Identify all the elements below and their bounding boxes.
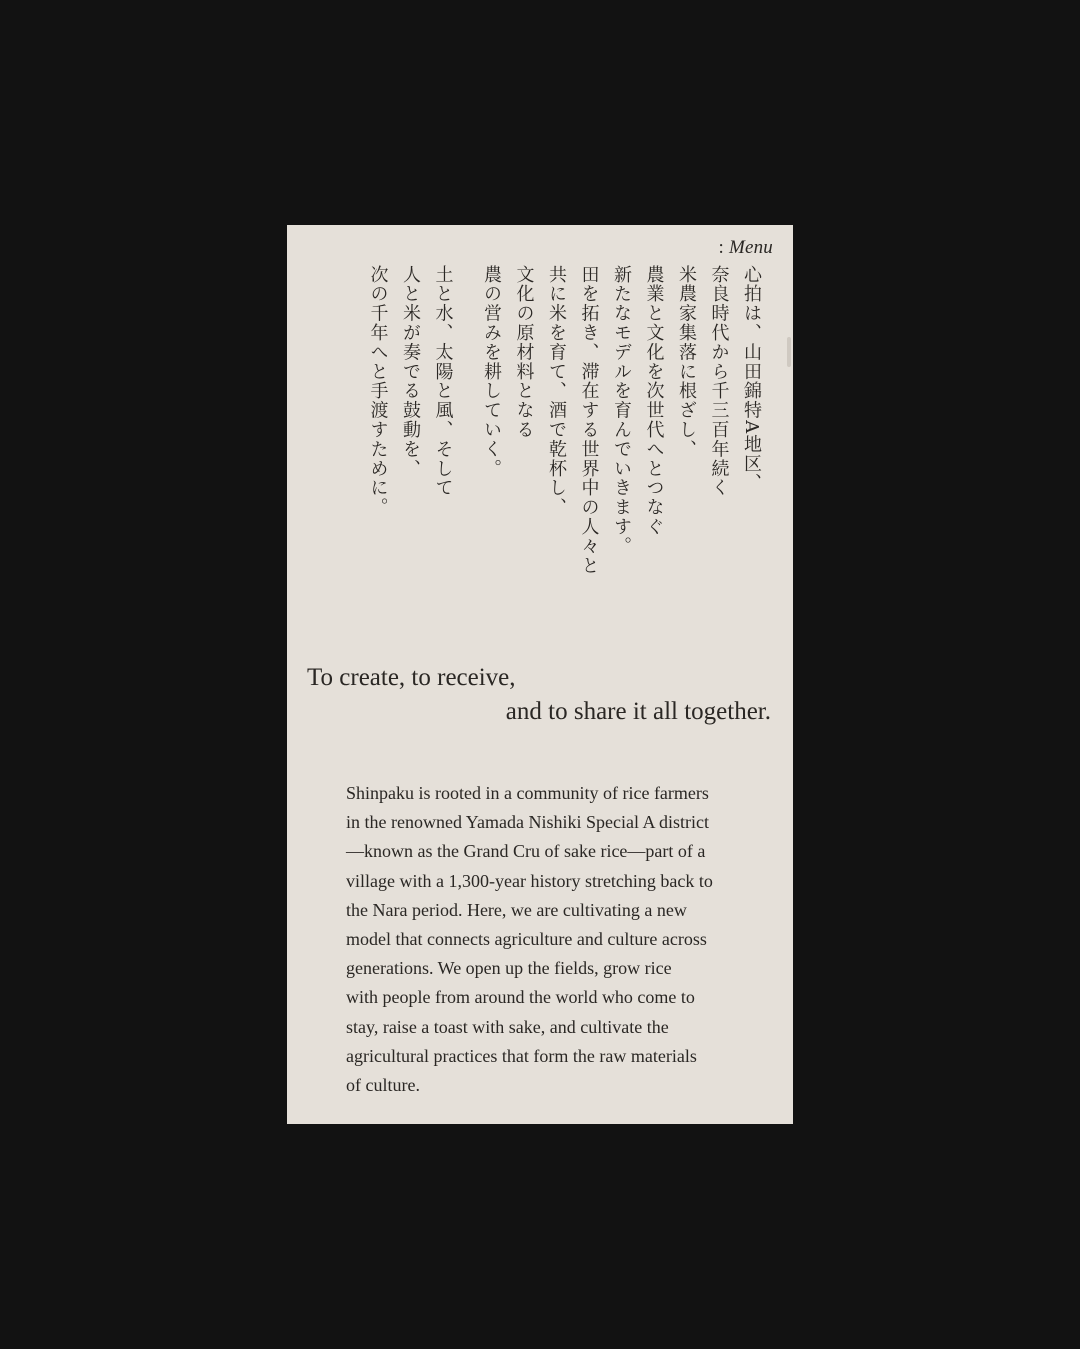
body-line: the Nara period. Here, we are cultivating a new <box>346 899 687 920</box>
body-line: model that connects agriculture and culture across <box>346 929 707 950</box>
headline <box>307 661 771 729</box>
menu-label: Menu <box>728 237 773 258</box>
body-line: stay, raise a toast with sake, and cultivate the <box>346 1016 669 1037</box>
body-line: in the renowned Yamada Nishiki Special A district <box>346 812 709 833</box>
jp-line: 米農家集落に根ざし、 <box>676 265 697 459</box>
menu-button[interactable] <box>718 237 773 259</box>
paragraph-gap <box>459 265 475 575</box>
body-line: —known as the Grand Cru of sake rice—part of a <box>346 841 706 862</box>
body-line: Shinpaku is rooted in a community of rice farmers <box>346 783 709 803</box>
intro-japanese-vertical <box>361 265 767 575</box>
jp-line: 田を拓き、滞在する世界中の人々と <box>578 265 600 576</box>
jp-line: 農の営みを耕していく。 <box>481 265 502 479</box>
jp-line: 心拍は、山田錦特A地区、 <box>741 265 762 493</box>
body-line: village with a 1,300-year history stretching back to <box>346 870 713 891</box>
jp-line: 奈良時代から千三百年続く <box>708 265 730 498</box>
jp-line: 土と水、太陽と風、そして <box>432 265 454 498</box>
jp-line: 農業と文化を次世代へとつなぐ <box>643 265 665 537</box>
jp-line: 文化の原材料となる <box>513 265 535 440</box>
body-english <box>346 779 766 1100</box>
body-line: generations. We open up the fields, grow rice <box>346 958 672 979</box>
jp-line: 新たなモデルを育んでいきます。 <box>611 265 632 556</box>
jp-line: 共に米を育て、酒で乾杯し、 <box>546 265 567 518</box>
jp-line: 人と米が奏でる鼓動を、 <box>400 265 421 479</box>
scrollbar[interactable] <box>787 337 791 367</box>
jp-line: 次の千年へと手渡すために。 <box>367 265 389 518</box>
body-line: of culture. <box>346 1075 420 1096</box>
body-line: agricultural practices that form the raw materials <box>346 1045 697 1066</box>
phone-screen <box>287 225 793 1124</box>
body-line: with people from around the world who come to <box>346 987 695 1008</box>
headline-line-1: To create, to receive, <box>307 664 516 691</box>
menu-colon: : <box>718 237 724 258</box>
headline-line-2: and to share it all together. <box>505 698 771 725</box>
